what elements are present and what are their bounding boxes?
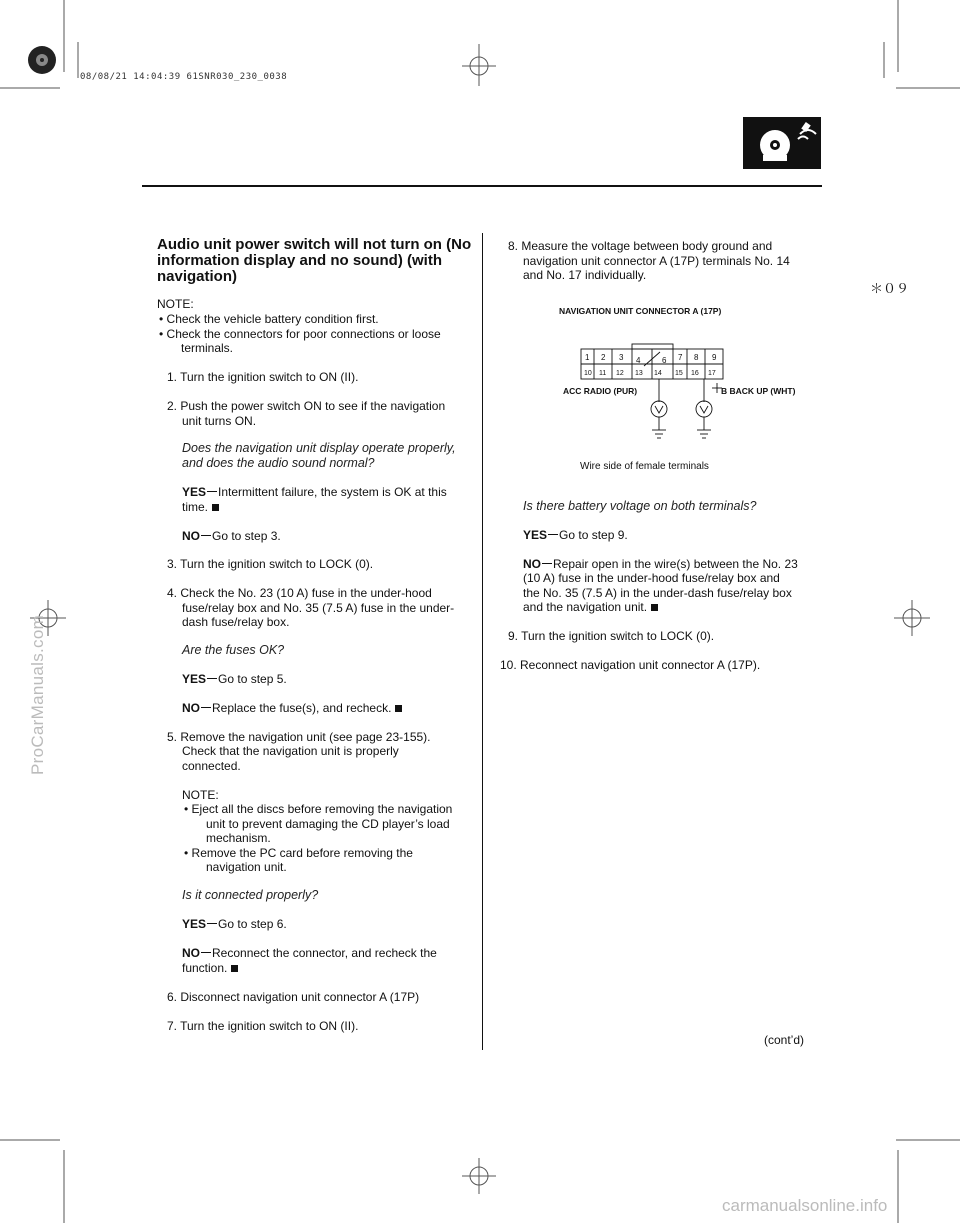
step-6: 6. Disconnect navigation unit connector A (17P) (167, 990, 420, 1004)
step-9: 9. Turn the ignition switch to LOCK (0). (508, 629, 715, 643)
pin-6: 6 (662, 356, 667, 365)
no-text: Reconnect the connector, and recheck the (212, 946, 437, 960)
note2-item-1-cont-1: unit to prevent damaging the CD player’s load (206, 817, 450, 831)
yes-text-cont: time. (182, 500, 209, 514)
no-label: NO (182, 946, 200, 960)
step-4: 4. Check the No. 23 (10 A) fuse in the under-hood (167, 586, 432, 600)
question-4: Is there battery voltage on both terminals? (523, 499, 757, 513)
step-7: 7. Turn the ignition switch to ON (II). (167, 1019, 359, 1033)
answer-yes-1-cont (182, 500, 219, 515)
b-backup-label: B BACK UP (WHT) (721, 386, 796, 396)
no-text: Repair open in the wire(s) between the No. 23 (553, 557, 798, 571)
answer-no-2 (182, 701, 402, 716)
step-5: 5. Remove the navigation unit (see page 23-155). (167, 730, 431, 744)
note2-item-2: • Remove the PC card before removing the (184, 846, 413, 860)
note-item-2-cont: terminals. (181, 341, 234, 355)
car-navigation-icon (743, 117, 821, 169)
note2-label: NOTE: (182, 788, 219, 802)
note2-item-1: • Eject all the discs before removing the navigation (184, 802, 453, 816)
step-4-cont-1: fuse/relay box and No. 35 (7.5 A) fuse in the under- (182, 601, 455, 615)
print-stamp: 08/08/21 14:04:39 61SNR030_230_0038 (80, 72, 288, 82)
end-square-icon (231, 965, 238, 972)
answer-yes-4 (523, 528, 628, 543)
section-title-3: navigation) (157, 268, 238, 285)
end-square-icon (651, 604, 658, 611)
step-1: 1. Turn the ignition switch to ON (II). (167, 370, 359, 384)
pin-8: 8 (694, 353, 699, 362)
note-label: NOTE: (157, 297, 194, 311)
pin-15: 15 (675, 370, 683, 377)
section-title-2: information display and no sound) (with (157, 252, 442, 269)
step-4-cont-2: dash fuse/relay box. (182, 615, 290, 629)
note2-item-1-cont-2: mechanism. (206, 831, 271, 845)
connector-diagram (560, 330, 760, 450)
question-3: Is it connected properly? (182, 888, 319, 902)
note2-item-2-cont: navigation unit. (206, 860, 287, 874)
question-2: Are the fuses OK? (182, 643, 285, 657)
answer-no-3-cont (182, 961, 238, 976)
pin-13: 13 (635, 370, 643, 377)
connector-title: NAVIGATION UNIT CONNECTOR A (17P) (559, 306, 722, 316)
pin-16: 16 (691, 370, 699, 377)
pin-7: 7 (678, 353, 683, 362)
pin-4: 4 (636, 356, 641, 365)
yes-text: Go to step 9. (559, 528, 628, 542)
pin-14: 14 (654, 370, 662, 377)
column-divider (482, 233, 483, 1050)
step-8-cont-2: and No. 17 individually. (523, 268, 647, 282)
step-3: 3. Turn the ignition switch to LOCK (0). (167, 557, 374, 571)
step-10: 10. Reconnect navigation unit connector A (17P). (500, 658, 761, 672)
answer-no-4-cont-2: the No. 35 (7.5 A) in the under-dash fuse/relay box (523, 586, 792, 600)
step-8-cont-1: navigation unit connector A (17P) terminals No. 14 (523, 254, 790, 268)
step-2: 2. Push the power switch ON to see if the navigation (167, 399, 446, 413)
page-code: ＊０９ (870, 281, 910, 296)
side-watermark: ProCarManuals.com (28, 614, 47, 775)
step-5-cont-1: Check that the navigation unit is properly (182, 744, 399, 758)
answer-no-4-cont-3 (523, 600, 658, 615)
pin-3: 3 (619, 353, 624, 362)
question-1: Does the navigation unit display operate properly, (182, 441, 456, 455)
no-label: NO (182, 701, 200, 715)
answer-no-4 (523, 557, 798, 572)
header-rule (142, 185, 822, 187)
no-text: Go to step 3. (212, 529, 281, 543)
yes-label: YES (182, 917, 207, 931)
step-2-cont: unit turns ON. (182, 414, 257, 428)
pin-9: 9 (712, 353, 717, 362)
section-title-1: Audio unit power switch will not turn on (No (157, 236, 472, 253)
yes-label: YES (182, 672, 207, 686)
answer-no-4-cont-1: (10 A) fuse in the under-hood fuse/relay box and (523, 571, 780, 585)
note-item-2: • Check the connectors for poor connections or loose (159, 327, 441, 341)
answer-yes-1 (182, 485, 447, 500)
pin-11: 11 (599, 370, 607, 377)
acc-radio-label: ACC RADIO (PUR) (563, 386, 638, 396)
pin-2: 2 (601, 353, 606, 362)
answer-yes-3 (182, 917, 287, 932)
end-square-icon (395, 705, 402, 712)
bottom-watermark: carmanualsonline.info (722, 1196, 888, 1215)
answer-no-3 (182, 946, 437, 961)
answer-yes-2 (182, 672, 287, 687)
answer-no-1 (182, 529, 281, 544)
yes-text: Go to step 5. (218, 672, 287, 686)
yes-label: YES (182, 485, 207, 499)
yes-label: YES (523, 528, 548, 542)
pin-12: 12 (616, 370, 624, 377)
yes-text: Go to step 6. (218, 917, 287, 931)
end-square-icon (212, 504, 219, 511)
pin-17: 17 (708, 370, 716, 377)
continued-note: (cont’d) (764, 1033, 805, 1047)
step-8: 8. Measure the voltage between body ground and (508, 239, 773, 253)
no-label: NO (523, 557, 541, 571)
diagram-caption: Wire side of female terminals (580, 461, 709, 472)
no-text: Replace the fuse(s), and recheck. (212, 701, 392, 715)
pin-1: 1 (585, 353, 590, 362)
yes-text: Intermittent failure, the system is OK at this (218, 485, 447, 499)
question-1-cont: and does the audio sound normal? (182, 456, 375, 470)
no-text-cont: function. (182, 961, 228, 975)
pin-10: 10 (584, 370, 592, 377)
note-item-1: • Check the vehicle battery condition first. (159, 312, 379, 326)
step-5-cont-2: connected. (182, 759, 241, 773)
no-text-cont: and the navigation unit. (523, 600, 648, 614)
no-label: NO (182, 529, 200, 543)
